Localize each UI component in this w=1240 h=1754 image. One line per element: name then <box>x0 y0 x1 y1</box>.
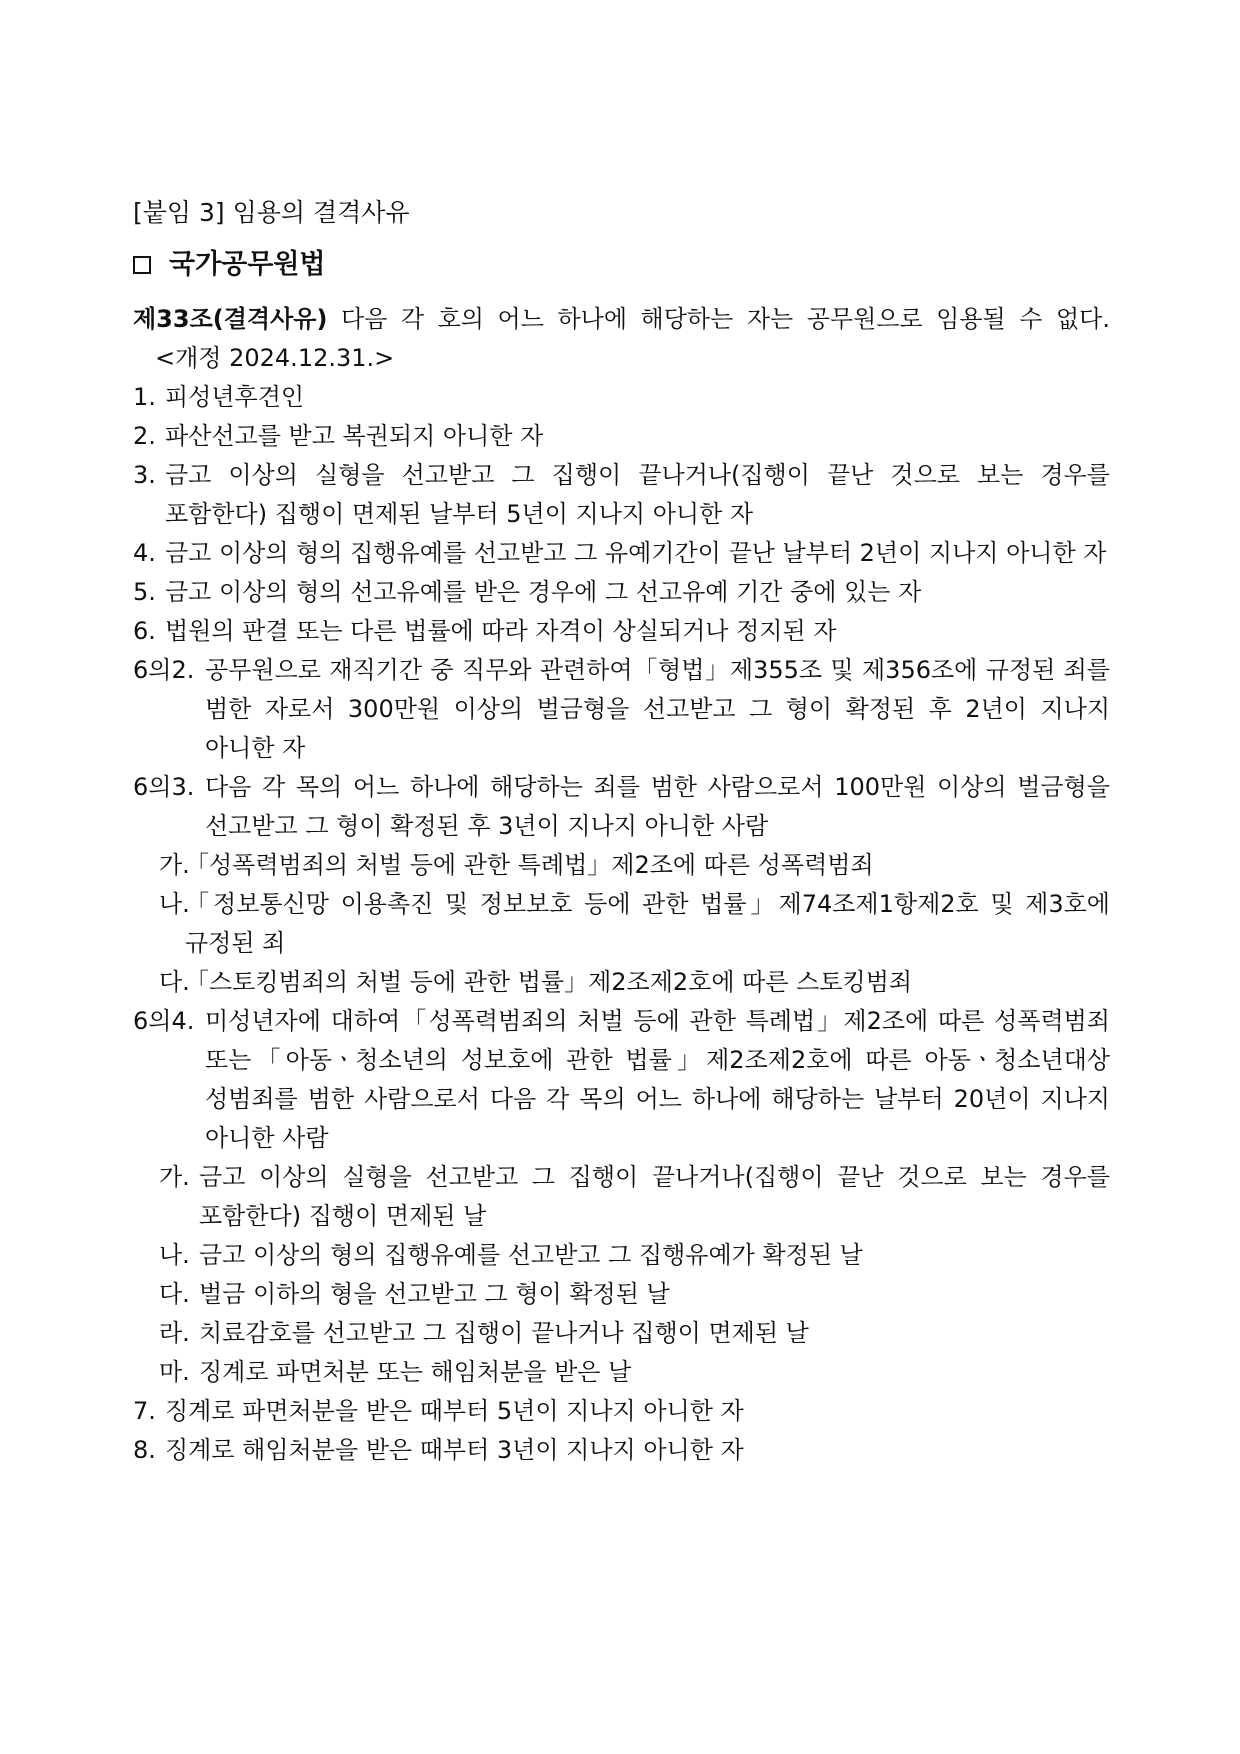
list-item <box>133 573 1110 612</box>
subitem-text: 금고 이상의 형의 집행유예를 선고받고 그 집행유예가 확정된 날 <box>199 1241 863 1269</box>
list-subitem <box>133 1236 1110 1275</box>
list-item <box>133 1002 1110 1158</box>
item-text: 법원의 판결 또는 다른 법률에 따라 자격이 상실되거나 정지된 자 <box>165 617 837 645</box>
item-text: 파산선고를 받고 복권되지 아니한 자 <box>165 422 544 450</box>
item-text: 금고 이상의 실형을 선고받고 그 집행이 끝나거나(집행이 끝난 것으로 보는 경우를 포함한다) 집행이 면제된 날부터 5년이 지나지 아니한 자 <box>165 461 1110 528</box>
subitem-letter: 라. <box>159 1319 190 1347</box>
item-number: 1. <box>133 383 156 411</box>
item-number: 6의2. <box>133 656 195 684</box>
list-subitem <box>133 846 1110 885</box>
list-item <box>133 456 1110 534</box>
subitem-letter: 가. <box>159 1163 190 1191</box>
list-item <box>133 378 1110 417</box>
subitem-text: 치료감호를 선고받고 그 집행이 끝나거나 집행이 면제된 날 <box>199 1319 809 1347</box>
subitem-text: 「성폭력범죄의 처벌 등에 관한 특례법」제2조에 따른 성폭력범죄 <box>185 851 874 879</box>
article-paragraph <box>133 300 1110 339</box>
item-text: 징계로 해임처분을 받은 때부터 3년이 지나지 아니한 자 <box>165 1436 744 1464</box>
revision-note: <개정 2024.12.31.> <box>155 344 395 372</box>
subitem-letter: 나. <box>159 890 190 918</box>
subitem-letter: 다. <box>159 968 190 996</box>
item-number: 2. <box>133 422 156 450</box>
list-subitem <box>133 1314 1110 1353</box>
checkbox-square-icon <box>133 256 151 274</box>
section-heading-text: 국가공무원법 <box>169 249 326 280</box>
item-text: 금고 이상의 형의 선고유예를 받은 경우에 그 선고유예 기간 중에 있는 자 <box>165 578 922 606</box>
section-heading <box>133 247 1110 283</box>
list-subitem <box>133 1275 1110 1314</box>
item-text: 징계로 파면처분을 받은 때부터 5년이 지나지 아니한 자 <box>165 1397 744 1425</box>
list-item <box>133 651 1110 768</box>
list-subitem <box>133 1158 1110 1236</box>
item-number: 5. <box>133 578 156 606</box>
document-page <box>133 196 1110 1470</box>
item-text: 공무원으로 재직기간 중 직무와 관련하여「형법」제355조 및 제356조에 규정된 죄를 범한 자로서 300만원 이상의 벌금형을 선고받고 그 형이 확정된 후 2년이 지나지 아니한 자 <box>205 656 1110 762</box>
subitem-text: 「스토킹범죄의 처벌 등에 관한 법률」제2조제2호에 따른 스토킹범죄 <box>185 968 913 996</box>
item-number: 6. <box>133 617 156 645</box>
list-item <box>133 534 1110 573</box>
subitem-letter: 가. <box>159 851 190 879</box>
list-item <box>133 612 1110 651</box>
list-item <box>133 768 1110 846</box>
subitem-letter: 마. <box>159 1358 190 1386</box>
item-number: 8. <box>133 1436 156 1464</box>
subitem-text: 벌금 이하의 형을 선고받고 그 형이 확정된 날 <box>199 1280 670 1308</box>
item-text: 미성년자에 대하여「성폭력범죄의 처벌 등에 관한 특례법」제2조에 따른 성폭력범죄 또는「아동ㆍ청소년의 성보호에 관한 법률」제2조제2호에 따른 아동ㆍ청소년대상 성범죄를 범한 사람으로서 다음 각 목의 어느 하나에 해당하는 날부터 20년이 지나지 아니한 사람 <box>205 1007 1110 1152</box>
subitem-text: 「정보통신망 이용촉진 및 정보보호 등에 관한 법률」제74조제1항제2호 및 제3호에 규정된 죄 <box>185 890 1110 957</box>
subitem-letter: 나. <box>159 1241 190 1269</box>
subitem-text: 금고 이상의 실형을 선고받고 그 집행이 끝나거나(집행이 끝난 것으로 보는 경우를 포함한다) 집행이 면제된 날 <box>199 1163 1110 1230</box>
item-number: 3. <box>133 461 156 489</box>
list-item <box>133 417 1110 456</box>
list-subitem <box>133 1353 1110 1392</box>
list-item <box>133 1392 1110 1431</box>
item-number: 6의4. <box>133 1007 195 1035</box>
list-subitem <box>133 885 1110 963</box>
attachment-title: [붙임 3] 임용의 결격사유 <box>133 198 410 227</box>
item-text: 다음 각 목의 어느 하나에 해당하는 죄를 범한 사람으로서 100만원 이상의 벌금형을 선고받고 그 형이 확정된 후 3년이 지나지 아니한 사람 <box>205 773 1110 840</box>
article-text: 다음 각 호의 어느 하나에 해당하는 자는 공무원으로 임용될 수 없다. <box>327 305 1110 333</box>
item-number: 7. <box>133 1397 156 1425</box>
item-number: 4. <box>133 539 156 567</box>
subitem-text: 징계로 파면처분 또는 해임처분을 받은 날 <box>199 1358 632 1386</box>
item-text: 피성년후견인 <box>165 383 305 411</box>
list-subitem <box>133 963 1110 1002</box>
list-item <box>133 1431 1110 1470</box>
item-number: 6의3. <box>133 773 195 801</box>
article-title: 제33조(결격사유) <box>133 305 328 333</box>
item-text: 금고 이상의 형의 집행유예를 선고받고 그 유예기간이 끝난 날부터 2년이 지나지 아니한 자 <box>165 539 1107 567</box>
subitem-letter: 다. <box>159 1280 190 1308</box>
